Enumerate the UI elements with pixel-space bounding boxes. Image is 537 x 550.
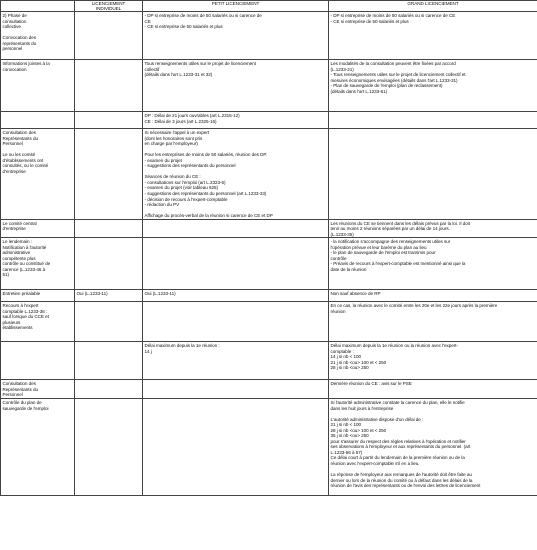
table-row	[1, 302, 537, 342]
cell-text-line: Entretien préalable	[2, 290, 41, 296]
grand-licenciement-cell	[329, 112, 537, 129]
cell-text-line: comptable :	[330, 348, 354, 354]
individuel-cell	[75, 112, 143, 129]
row-label-cell	[1, 238, 75, 290]
petit-licenciement-cell	[143, 129, 329, 220]
cell-text-line: 2) Phase de	[2, 12, 27, 18]
header-row	[1, 1, 537, 12]
petit-licenciement-cell	[143, 290, 329, 302]
individuel-cell	[75, 399, 143, 496]
grand-licenciement-cell	[329, 380, 537, 399]
petit-licenciement-cell	[143, 12, 329, 60]
cell-text-line: Contrôle du plan de	[2, 399, 42, 405]
grand-licenciement-cell	[329, 238, 537, 290]
cell-text-line: Consultation des	[2, 129, 36, 135]
petit-licenciement-cell	[143, 238, 329, 290]
cell-text-line: Délai maximum depuis la 1e réunion :	[144, 342, 220, 348]
cell-text-line: - suggestions des représentants du personnel	[144, 163, 236, 169]
cell-text-line: 21 j si nb <ou> 100 et < 250	[330, 359, 387, 365]
cell-text-line: pour s'assurer du respect des règles relatives à l'opération et notifier	[330, 438, 466, 444]
cell-text-line: - Préavis de recours à l'expert-comptable est mentionné ainsi que la	[330, 261, 466, 267]
cell-text-line: Les réunions du CE se tiennent dans les délais prévus par la loi. Il doit	[330, 220, 470, 226]
header-text-line: INDIVIDUEL	[95, 5, 122, 11]
cell-text-line: consultation	[2, 18, 27, 24]
grand-licenciement-cell	[329, 129, 537, 220]
cell-text-line: administrative	[2, 250, 31, 256]
cell-text-line: (détails dans l'art L.1233-31 et 32)	[144, 72, 213, 78]
cell-text-line: représentants du	[2, 40, 37, 46]
cell-text-line: Le ou les comité	[2, 152, 36, 158]
individuel-cell	[75, 290, 143, 302]
cell-text-line: Représentants du	[2, 386, 38, 392]
grand-licenciement-cell	[329, 219, 537, 237]
table-row	[1, 60, 537, 112]
header-text-line: LICENCIEMENT	[91, 1, 126, 6]
petit-licenciement-cell	[143, 380, 329, 399]
cell-text-line: - examen du projet (voir tableau 625)	[144, 185, 218, 191]
grand-licenciement-cell	[329, 290, 537, 302]
petit-licenciement-cell	[143, 219, 329, 237]
table-row	[1, 112, 537, 129]
cell-text-line: Personnel	[2, 392, 23, 398]
cell-text-line: Si l'autorité administrative constate la carence du plan, elle le notifie	[330, 399, 465, 405]
header-petit-licenciement: PETIT LICENCIEMENT	[143, 1, 329, 12]
cell-text-line: 35 j si nb <ou> 250	[330, 433, 369, 439]
row-label-cell	[1, 399, 75, 496]
table-row	[1, 380, 537, 399]
cell-text-line: dernier ou lors de la réunion du comité ou à défaut dans les délais de la	[330, 477, 473, 483]
cell-text-line: Représentants du	[2, 135, 38, 141]
cell-text-line: 28 j si nb <ou> 100 et < 250	[330, 427, 387, 433]
cell-text-line: sauvegarde de l'emploi	[2, 405, 49, 411]
cell-text-line: Les modalités de la consultation peuvent être fixées par accord	[330, 60, 456, 66]
petit-licenciement-cell	[143, 342, 329, 380]
cell-text-line: - consultations sur l'emploi (art L.2323-6)	[144, 179, 226, 185]
cell-text-line: comptable L.1233-36 :	[2, 308, 48, 314]
row-label-cell	[1, 129, 75, 220]
table-row	[1, 290, 537, 302]
cell-text-line: - DP si entreprise de moins de 50 salariés ou si carence de	[144, 12, 262, 18]
row-label-cell	[1, 60, 75, 112]
cell-text-line: En ce cas, la réunion avec le comité entre les 20e et les 22e jours après la première	[330, 302, 498, 308]
cell-text-line: (dont les honoraires sont pris	[144, 135, 203, 141]
cell-text-line: - décision de recours à l'expert-comptable	[144, 196, 228, 202]
cell-text-line: - CE si entreprise de 50 salariés et plus	[330, 18, 409, 24]
table-row	[1, 399, 537, 496]
cell-text-line: 14 j	[144, 348, 152, 354]
cell-text-line: l'opération prévue et leur barème du plan au lieu	[330, 244, 427, 250]
cell-text-line: Le comité central	[2, 220, 37, 226]
row-label-cell	[1, 342, 75, 380]
individuel-cell	[75, 302, 143, 342]
cell-text-line: CE : Délai de 3 jours (art L.2325-16)	[144, 118, 217, 124]
cell-text-line: - rédaction du PV	[144, 202, 180, 208]
cell-text-line: DP : Délai de 21 jours ouvrables (art L.2315-12)	[144, 112, 240, 118]
cell-text-line: (L.1233-21)	[330, 66, 354, 72]
cell-text-line: collectif	[144, 66, 160, 72]
cell-text-line: date de la réunion	[330, 266, 367, 272]
cell-text-line: Convocation des	[2, 35, 36, 41]
cell-text-line: en charge par l'employeur)	[144, 141, 198, 147]
grand-licenciement-cell	[329, 60, 537, 112]
cell-text-line: (détails dans l'art L.1233-61)	[330, 88, 388, 94]
cell-text-line: Ce délai court à partir du lendemain de la première réunion ou de la	[330, 455, 465, 461]
row-label-cell	[1, 290, 75, 302]
grand-licenciement-cell	[329, 12, 537, 60]
row-label-cell	[1, 380, 75, 399]
cell-text-line: établissements	[2, 325, 33, 331]
cell-text-line: ses observations à l'employeur et aux représentants du personnel. (art	[330, 444, 471, 450]
table-row	[1, 342, 537, 380]
individuel-cell	[75, 342, 143, 380]
cell-text-line: - Tous renseignements utiles sur le projet de licenciement collectif et	[330, 72, 466, 78]
table-row	[1, 129, 537, 220]
header-individuel	[75, 1, 143, 12]
cell-text-line: Affichage du procès-verbal de la réunion si carence de CE et DP	[144, 213, 273, 219]
cell-text-line: L.1233-56 à 57)	[330, 449, 363, 455]
grand-licenciement-cell	[329, 302, 537, 342]
cell-text-line: Pour les entreprises de moins de 50 salariés, réunion des DP.	[144, 152, 267, 158]
cell-text-line: 51)	[2, 272, 9, 278]
grand-licenciement-cell	[329, 342, 537, 380]
table-body	[1, 12, 537, 496]
cell-text-line: Recours à l'expert	[2, 302, 39, 308]
cell-text-line: Le lendemain :	[2, 238, 32, 244]
row-label-cell	[1, 12, 75, 60]
cell-text-line: carence (L.1233-46 à	[2, 266, 46, 272]
cell-text-line: La réponse de l'employeur aux remarques de l'autorité doit être faite au	[330, 472, 472, 478]
cell-text-line: d'entreprise	[2, 168, 26, 174]
cell-text-line: Non sauf absence de RP	[330, 290, 381, 296]
cell-text-line: Oui (L.1233-11)	[144, 290, 176, 296]
cell-text-line: contrôle	[330, 255, 347, 261]
cell-text-line: d'entreprise	[2, 226, 26, 232]
cell-text-line: Tous renseignements utiles sur le projet de licenciement	[144, 60, 256, 66]
cell-text-line: Si nécessaire l'appel à un expert	[144, 129, 210, 135]
cell-text-line: - Plan de sauvegarde de l'emploi (plan de reclassement)	[330, 83, 443, 89]
cell-text-line: contrôle ou constitué de	[2, 261, 51, 267]
cell-text-line: d'établissements ont	[2, 157, 44, 163]
petit-licenciement-cell	[143, 60, 329, 112]
petit-licenciement-cell	[143, 302, 329, 342]
header-grand-licenciement: GRAND LICENCIEMENT	[329, 1, 537, 12]
cell-text-line: compétente plus	[2, 255, 36, 261]
cell-text-line: Consultation des	[2, 380, 36, 386]
cell-text-line: Délai maximum depuis la 1e réunion ou la réunion avec l'expert-	[330, 342, 458, 348]
cell-text-line: convocation	[2, 66, 27, 72]
cell-text-line: tenir au moins 2 réunions séparées par un délai de 14 jours.	[330, 226, 450, 232]
header-empty-cell	[1, 1, 75, 12]
cell-text-line: - la notification s'accompagne des renseignements utiles sur	[330, 238, 451, 244]
cell-text-line: Notification à l'autorité	[2, 244, 47, 250]
cell-text-line: L'autorité administrative dispose d'un délai de :	[330, 416, 424, 422]
table-row	[1, 12, 537, 60]
row-label-cell	[1, 112, 75, 129]
individuel-cell	[75, 238, 143, 290]
cell-text-line: - le plan de sauvegarde de l'emploi est transmis pour	[330, 250, 436, 256]
cell-text-line: Oui (L.1233-11)	[76, 290, 108, 296]
cell-text-line: plusieurs	[2, 319, 21, 325]
grand-licenciement-cell	[329, 399, 537, 496]
cell-text-line: mesures économiques envisagées (détails dans l'art L.1233-31)	[330, 77, 458, 83]
cell-text-line: 21 j si nb < 100	[330, 422, 361, 428]
cell-text-line: réunion avec l'expert-comptable s'il en a lieu.	[330, 460, 420, 466]
cell-text-line: - suggestions des représentants du personnel (art L.1233-33)	[144, 191, 267, 196]
cell-text-line: Dernière réunion du CE : avis sur le PSE	[330, 380, 412, 386]
cell-text-line: collective	[2, 24, 21, 30]
individuel-cell	[75, 12, 143, 60]
cell-text-line: (L.1233-35)	[330, 231, 354, 237]
cell-text-line: réunion de l'avis des représentants ou de l'envoi des lettres de licenciement	[330, 483, 481, 489]
petit-licenciement-cell	[143, 399, 329, 496]
individuel-cell	[75, 219, 143, 237]
cell-text-line: CE	[144, 18, 151, 24]
row-label-cell	[1, 219, 75, 237]
cell-text-line: réunion	[330, 308, 346, 314]
cell-text-line: sauf lorsque du CCE et	[2, 314, 49, 320]
cell-text-line: 28 j si nb <ou> 250	[330, 365, 369, 371]
cell-text-line: - examen du projet	[144, 157, 182, 163]
cell-text-line: - DP si entreprise de moins de 50 salariés ou si carence de CE	[330, 12, 456, 18]
cell-text-line: Séances de réunion du CE :	[144, 174, 201, 180]
cell-text-line: 14 j si nb < 100	[330, 354, 361, 360]
row-label-cell	[1, 302, 75, 342]
individuel-cell	[75, 380, 143, 399]
cell-text-line: Informations jointes à la	[2, 60, 50, 66]
table-row	[1, 219, 537, 237]
petit-licenciement-cell	[143, 112, 329, 129]
cell-text-line: consultés, ou le comité	[2, 163, 49, 169]
cell-text-line: personnel	[2, 46, 23, 52]
cell-text-line: Personnel	[2, 141, 23, 147]
individuel-cell	[75, 129, 143, 220]
individuel-cell	[75, 60, 143, 112]
cell-text-line: dans les huit jours à l'entreprise	[330, 405, 394, 411]
cell-text-line: - CE si entreprise de 50 salariés et plus	[144, 24, 223, 30]
table-row	[1, 238, 537, 290]
